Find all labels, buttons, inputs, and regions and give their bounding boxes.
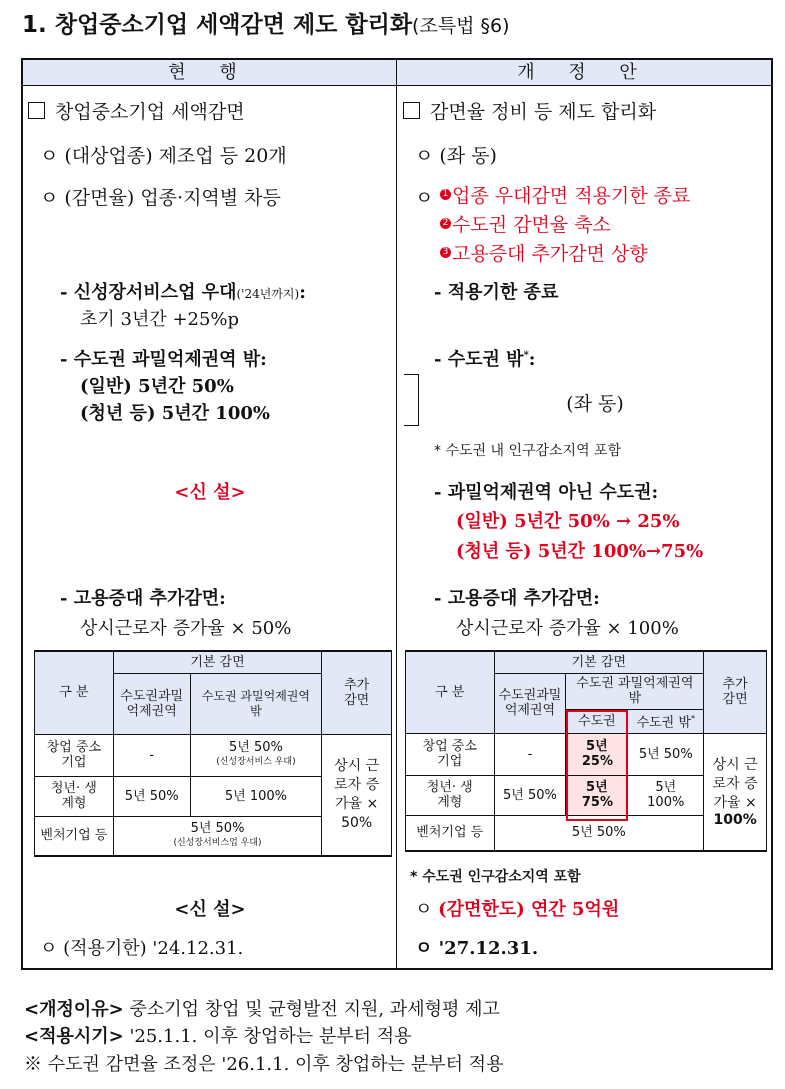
th-extra-text: 추가감면 bbox=[722, 677, 748, 708]
left-deadline: ㅇ (적용기한) '24.12.31. bbox=[40, 938, 244, 959]
left-rate-table bbox=[34, 650, 392, 857]
row-startup-metro bbox=[566, 733, 628, 775]
footer-timing-label: <적용시기> bbox=[24, 1026, 124, 1047]
right-sub-metro-general: (일반) 5년간 50% → 25% bbox=[456, 511, 680, 532]
left-sub-newgrowth bbox=[60, 278, 306, 304]
right-heading-text: 감면율 정비 등 제도 합리화 bbox=[430, 101, 657, 123]
th-division: 구 분 bbox=[406, 651, 495, 733]
right-same-value: (좌 동) bbox=[566, 393, 624, 415]
row-startup-in: - bbox=[113, 734, 190, 776]
row-youth-label bbox=[35, 776, 114, 816]
left-sub-employment-value: 상시근로자 증가율 × 50% bbox=[80, 618, 292, 639]
left-sub-employment: - 고용증대 추가감면: bbox=[60, 588, 226, 609]
th-in-metro bbox=[494, 673, 566, 733]
row-youth-metro bbox=[566, 775, 628, 815]
row-youth-in: 5년 50% bbox=[494, 775, 566, 815]
row-startup-label bbox=[35, 734, 114, 776]
cell-value: 5년 25% bbox=[581, 739, 613, 769]
cell-value: 5년 50% bbox=[190, 820, 245, 836]
th-in-metro-text: 수도권과밀억제권역 bbox=[498, 688, 562, 718]
sub-tail: : bbox=[528, 349, 536, 370]
left-sub-newgrowth-value: 초기 3년간 +25%p bbox=[80, 309, 240, 330]
th-extra bbox=[322, 651, 392, 734]
left-heading-text: 창업중소기업 세액감면 bbox=[55, 101, 245, 123]
left-sub-outside-youth: (청년 등) 5년간 100% bbox=[80, 403, 270, 424]
left-sub-outside-metro: - 수도권 과밀억제권역 밖: bbox=[60, 349, 267, 370]
row-label-text: 창업 중소기업 bbox=[422, 739, 477, 769]
header-proposal: 개 정 안 bbox=[397, 60, 771, 86]
row-venture-label: 벤처기업 등 bbox=[406, 815, 495, 851]
right-limit: ㅇ (감면한도) 연간 5억원 bbox=[415, 899, 620, 920]
checkbox-square-icon bbox=[403, 102, 420, 119]
right-note-2: * 수도권 인구감소지역 포함 bbox=[410, 869, 581, 885]
extra-bold: 100% bbox=[713, 811, 757, 828]
right-deadline: ㅇ '27.12.31. bbox=[415, 938, 539, 959]
footer-note: ※ 수도권 감면율 조정은 '26.1.1. 이후 창업하는 분부터 적용 bbox=[24, 1054, 504, 1075]
th-basic: 기본 감면 bbox=[494, 651, 704, 673]
sub-star: * bbox=[523, 350, 529, 361]
th-metro: 수도권 bbox=[566, 709, 628, 733]
th-in-metro-text: 수도권과밀억제권역 bbox=[120, 688, 184, 719]
th-nonmetro-text: 수도권 밖 bbox=[636, 715, 691, 731]
right-sub-employment-value: 상시근로자 증가율 × 100% bbox=[456, 618, 679, 639]
right-rate-table bbox=[405, 650, 767, 852]
th-out-metro-text: 수도권 과밀억제권역 밖 bbox=[201, 688, 310, 718]
row-label-text: 창업 중소기업 bbox=[46, 740, 102, 770]
row-label-text: 청년· 생계형 bbox=[426, 780, 473, 810]
cell-value: 5년 75% bbox=[581, 780, 613, 810]
cell-value: 5년 100% bbox=[647, 780, 685, 810]
title-main: 1. 창업중소기업 세액감면 제도 합리화 bbox=[22, 12, 413, 38]
right-red-item-3 bbox=[440, 239, 648, 266]
red-item-text: 업종 우대감면 적용기한 종료 bbox=[452, 185, 691, 207]
footer-reason-label: <개정이유> bbox=[24, 999, 124, 1020]
extra-cell bbox=[322, 734, 392, 856]
column-divider bbox=[396, 58, 397, 970]
left-heading bbox=[28, 97, 245, 124]
circled-number-3-icon: 3 bbox=[440, 247, 451, 258]
footer-reason-text: 중소기업 창업 및 균형발전 지원, 과세형평 제고 bbox=[129, 999, 500, 1020]
right-sub-metro-youth: (청년 등) 5년간 100%→75% bbox=[456, 541, 704, 562]
th-basic: 기본 감면 bbox=[113, 651, 322, 673]
row-startup-label bbox=[406, 733, 495, 775]
row-venture-label: 벤처기업 등 bbox=[35, 816, 114, 856]
th-extra-text: 추가감면 bbox=[344, 677, 370, 708]
sub-note: ('24년까지) bbox=[236, 287, 300, 301]
right-red-item-1 bbox=[440, 181, 690, 208]
th-in-metro bbox=[113, 673, 190, 734]
extra-text: 상시 근로자 증가율 × 50% bbox=[334, 757, 380, 831]
footer-timing bbox=[24, 1022, 412, 1048]
row-startup-out bbox=[190, 734, 322, 776]
footer-reason bbox=[24, 995, 500, 1021]
row-youth-label bbox=[406, 775, 495, 815]
row-startup-in: - bbox=[494, 733, 566, 775]
right-sub-employment: - 고용증대 추가감면: bbox=[434, 588, 600, 609]
right-sub-metro: - 과밀억제권역 아닌 수도권: bbox=[434, 482, 659, 503]
circled-number-2-icon: 2 bbox=[440, 218, 451, 229]
right-note-1: * 수도권 내 인구감소지역 포함 bbox=[434, 443, 622, 459]
left-new-label-2: <신 설> bbox=[174, 899, 246, 920]
row-label-text: 청년· 생계형 bbox=[50, 781, 97, 811]
title-ref: (조특법 §6) bbox=[412, 15, 510, 37]
left-sub-outside-general: (일반) 5년간 50% bbox=[80, 376, 234, 397]
left-new-label-1: <신 설> bbox=[174, 482, 246, 503]
right-item-bullet: ㅇ bbox=[415, 187, 434, 209]
footer-timing-text: '25.1.1. 이후 창업하는 분부터 적용 bbox=[129, 1026, 412, 1047]
row-youth-in: 5년 50% bbox=[113, 776, 190, 816]
right-sub-expire: - 적용기한 종료 bbox=[434, 282, 559, 303]
row-startup-non: 5년 50% bbox=[628, 733, 704, 775]
sub-label: - 신성장서비스업 우대 bbox=[60, 282, 237, 303]
row-venture-value bbox=[113, 816, 322, 856]
left-item-industry: ㅇ (대상업종) 제조업 등 20개 bbox=[40, 145, 287, 167]
red-item-text: 고용증대 추가감면 상향 bbox=[452, 243, 648, 265]
right-sub-outside bbox=[434, 345, 535, 371]
checkbox-square-icon bbox=[28, 102, 45, 119]
extra-text: 상시 근로자 증가율 × bbox=[712, 756, 758, 811]
row-youth-non bbox=[628, 775, 704, 815]
left-item-rate: ㅇ (감면율) 업종·지역별 차등 bbox=[40, 187, 281, 209]
th-out-metro-text: 수도권 과밀억제권역 밖 bbox=[576, 676, 694, 706]
th-nonmetro: 수도권 밖* bbox=[628, 709, 704, 733]
right-limit-text: (감면한도) 연간 5억원 bbox=[438, 899, 620, 920]
page-title bbox=[22, 6, 510, 39]
sub-tail: : bbox=[299, 282, 306, 303]
right-item-same: ㅇ (좌 동) bbox=[415, 145, 497, 167]
sub-label: - 수도권 밖 bbox=[434, 349, 524, 370]
row-venture-value: 5년 50% bbox=[494, 815, 704, 851]
bracket-shape bbox=[404, 374, 419, 426]
right-heading bbox=[403, 97, 656, 124]
th-out-metro bbox=[566, 673, 704, 709]
extra-cell bbox=[704, 733, 767, 851]
header-current: 현 행 bbox=[23, 60, 396, 86]
row-youth-out: 5년 100% bbox=[190, 776, 322, 816]
right-red-item-2 bbox=[440, 210, 611, 237]
cell-note: (신성장서비스업 우대) bbox=[173, 837, 262, 848]
red-item-text: 수도권 감면율 축소 bbox=[452, 214, 611, 236]
cell-note: (신성장서비스 우대) bbox=[216, 757, 296, 767]
th-extra bbox=[704, 651, 767, 733]
cell-value: 5년 50% bbox=[229, 740, 283, 755]
th-division: 구 분 bbox=[35, 651, 114, 734]
th-out-metro bbox=[190, 673, 322, 734]
circled-number-1-icon: 1 bbox=[440, 189, 451, 200]
